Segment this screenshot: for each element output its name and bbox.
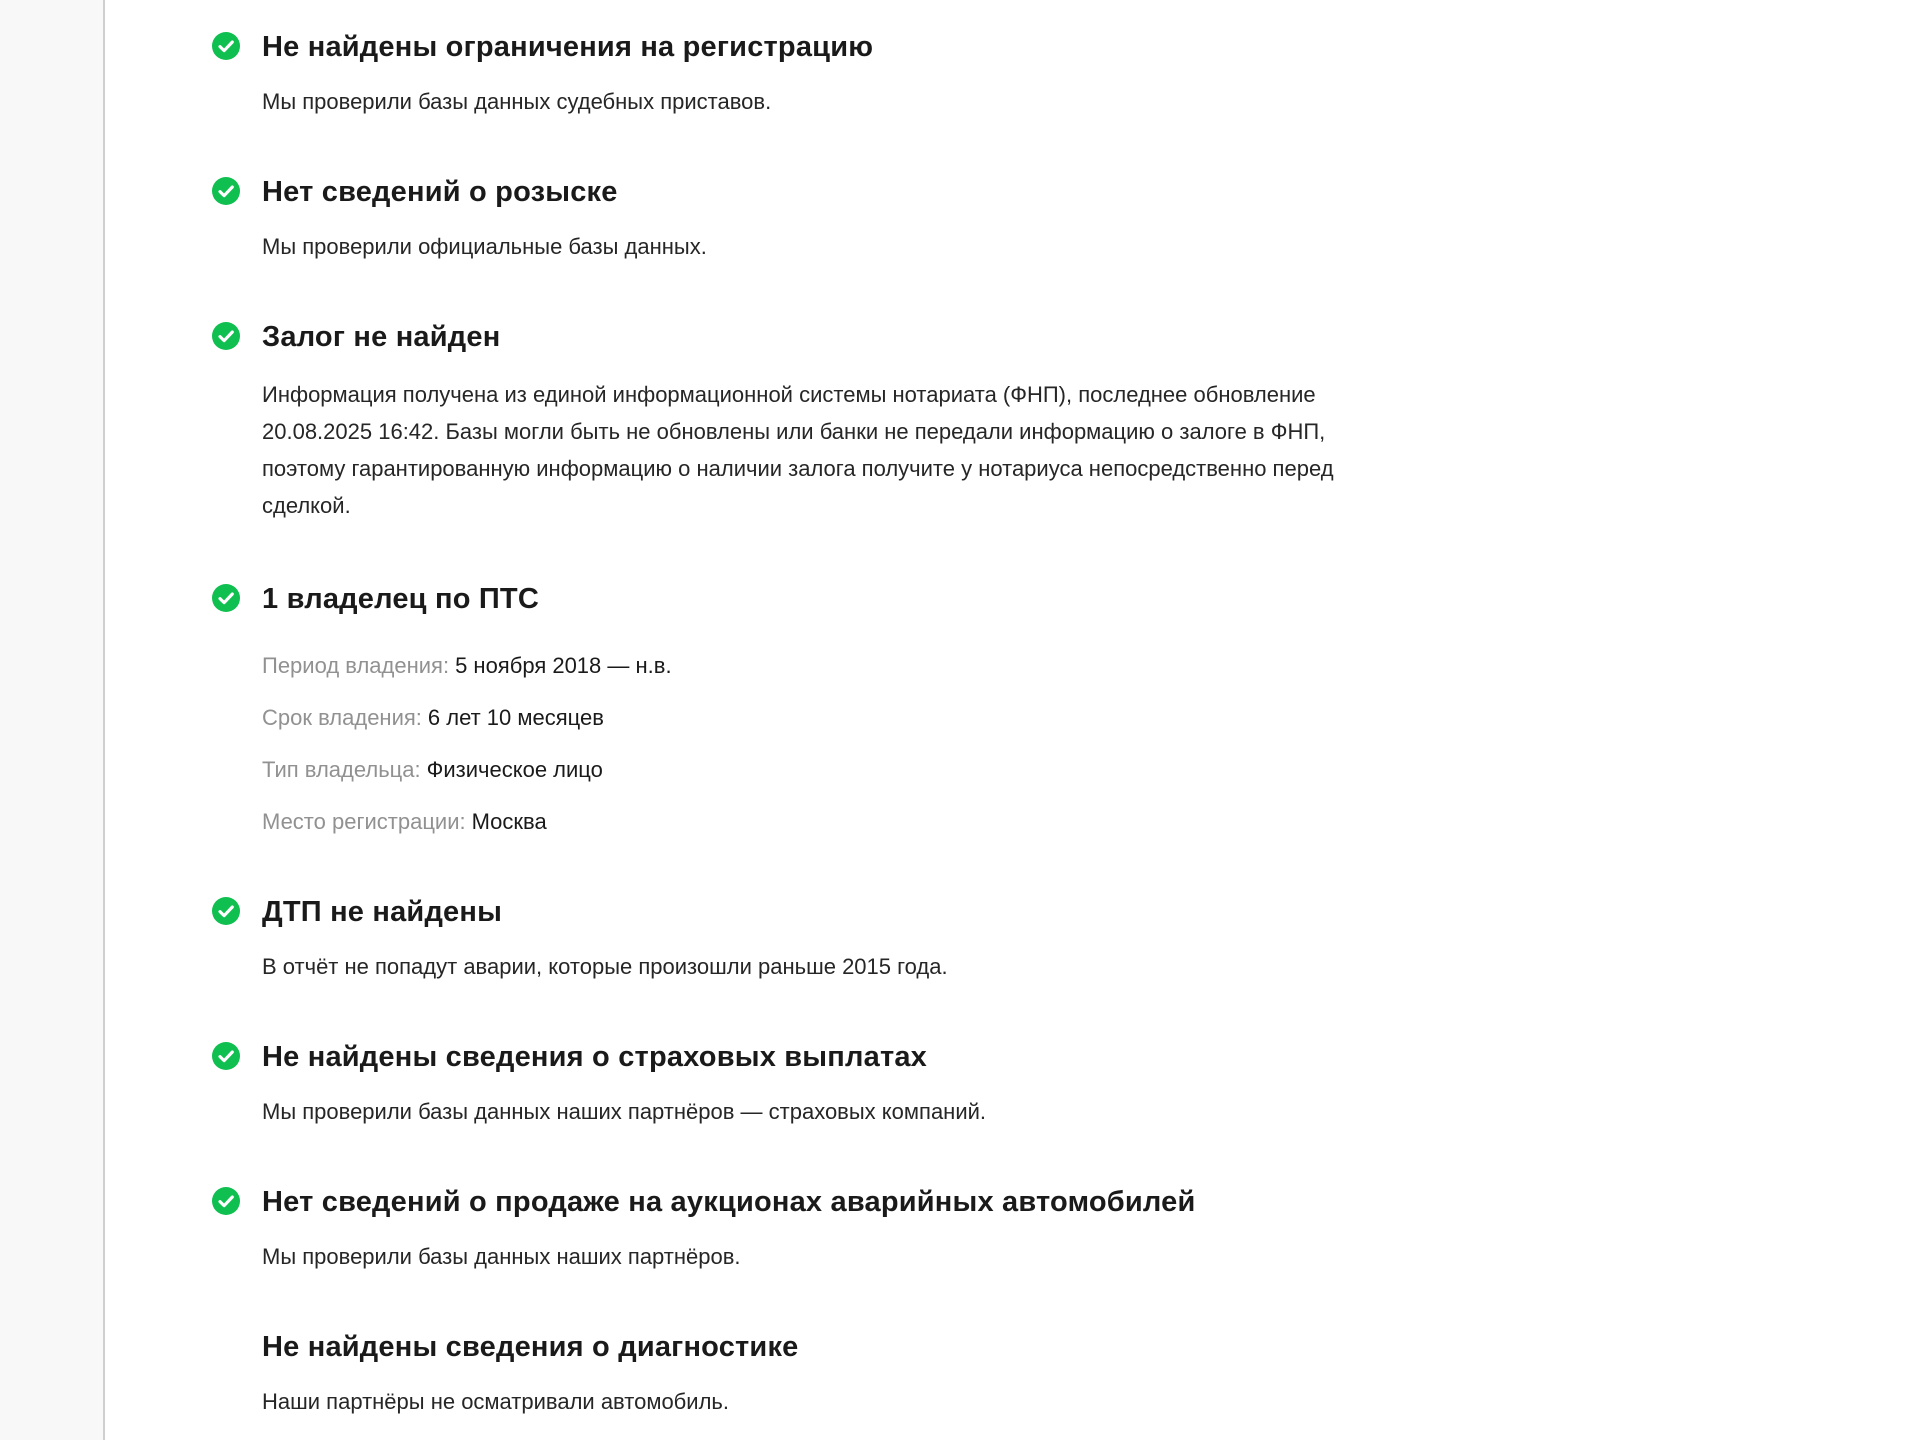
check-circle-icon [212,322,240,350]
page-background-strip [0,0,105,1440]
detail-row [262,807,1357,837]
section-title: Не найдены сведения о страховых выплатах [262,1041,928,1073]
check-section [262,581,1357,837]
check-section [262,319,1357,524]
section-title: Не найдены ограничения на регистрацию [262,31,874,63]
check-circle-icon [212,897,240,925]
section-title: Нет сведений о розыске [262,176,618,208]
section-title: Нет сведений о продаже на аукционах аварийных автомобилей [262,1186,1196,1218]
section-title: 1 владелец по ПТС [262,583,539,615]
section-title: Не найдены сведения о диагностике [262,1331,799,1363]
detail-label: Период владения: [262,653,450,678]
section-description: Мы проверили базы данных судебных приставов. [262,89,772,114]
section-description: Мы проверили официальные базы данных. [262,234,707,259]
detail-row [262,755,1357,785]
detail-label: Срок владения: [262,705,422,730]
detail-list [262,651,1357,837]
check-section [262,1329,1357,1417]
check-section [262,29,1357,117]
check-section [262,894,1357,982]
check-section [262,174,1357,262]
detail-value: 5 ноября 2018 — н.в. [455,653,672,678]
section-description: Мы проверили базы данных наших партнёров. [262,1244,741,1269]
check-section [262,1184,1357,1272]
section-description: Мы проверили базы данных наших партнёров — страховых компаний. [262,1099,987,1124]
section-title: ДТП не найдены [262,896,503,928]
detail-value: Физическое лицо [426,757,603,782]
report-checks-list [107,29,1920,1417]
check-circle-icon [212,1187,240,1215]
detail-value: 6 лет 10 месяцев [427,705,604,730]
check-section [262,1039,1357,1127]
check-circle-icon [212,32,240,60]
detail-label: Тип владельца: [262,757,421,782]
detail-row [262,703,1357,733]
section-title: Залог не найден [262,321,501,353]
detail-value: Москва [471,809,547,834]
detail-row [262,651,1357,681]
check-circle-icon [212,1042,240,1070]
section-description: В отчёт не попадут аварии, которые произошли раньше 2015 года. [262,954,948,979]
section-description: Наши партнёры не осматривали автомобиль. [262,1389,729,1414]
section-description: Информация получена из единой информационной системы нотариата (ФНП), последнее обновление 20.08.2025 16:42. Базы могли быть не обновлены или банки не передали информацию о залоге в ФНП, поэтому гарантированную информацию о наличии залога получите у нотариуса непосредственно перед сделкой. [262,382,1334,518]
check-circle-icon [212,177,240,205]
detail-label: Место регистрации: [262,809,466,834]
check-circle-icon [212,584,240,612]
report-card [107,0,1920,1440]
